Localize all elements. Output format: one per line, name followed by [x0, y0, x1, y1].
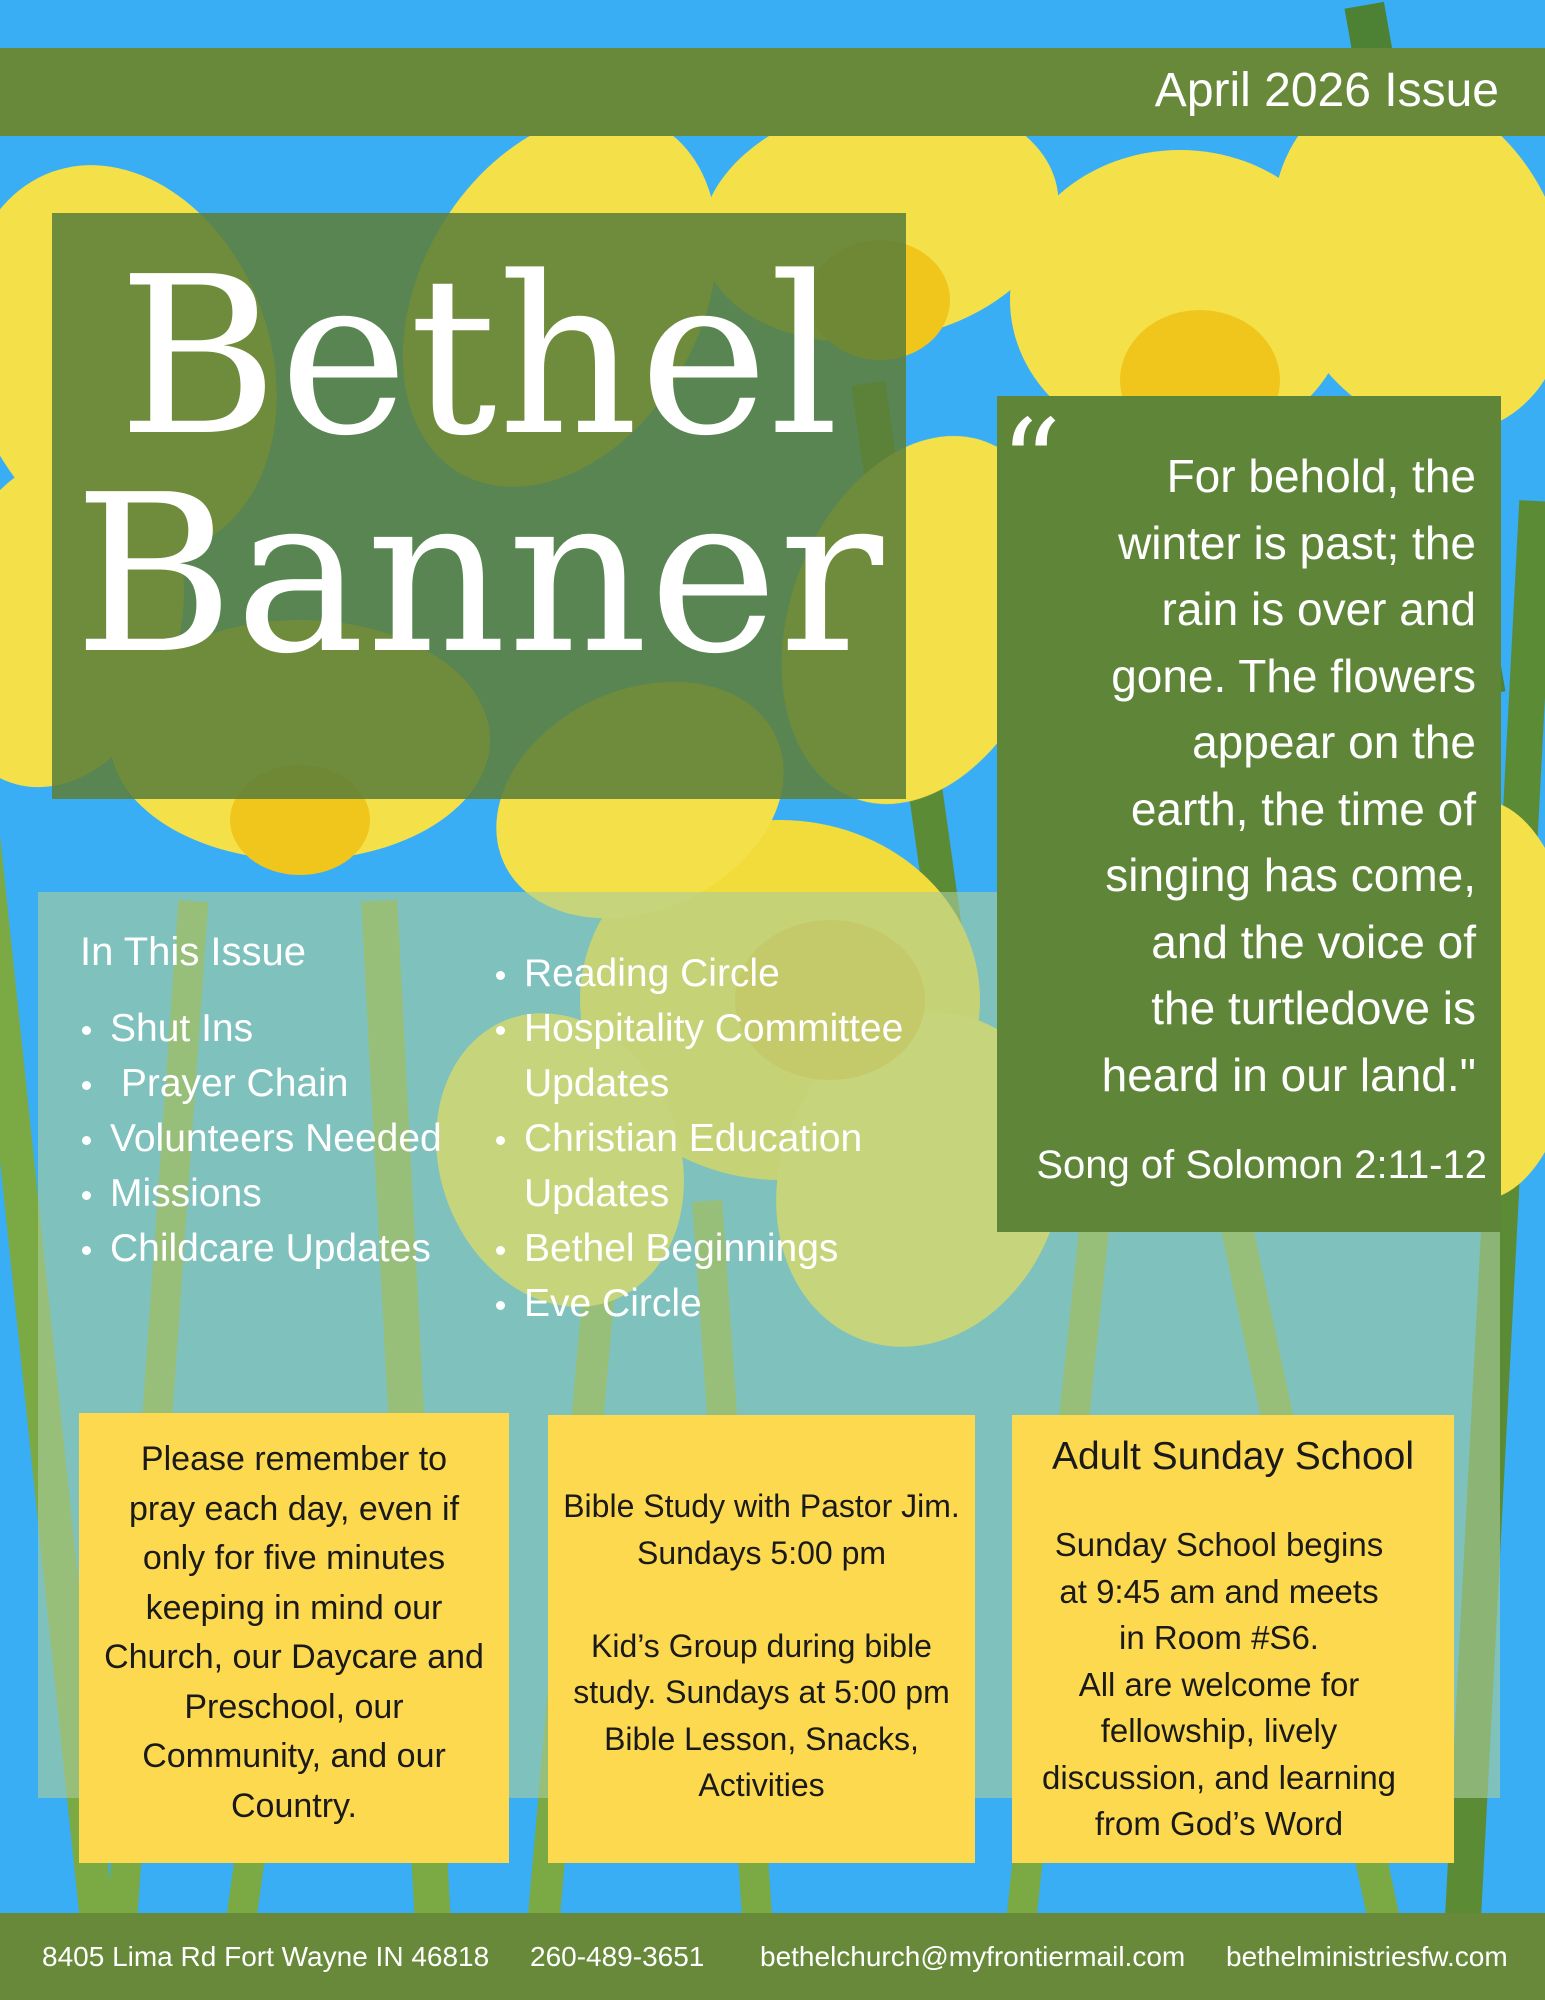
footer-website-link[interactable]: bethelministriesfw.com — [1226, 1941, 1508, 1972]
bible-study-text: Bible Study with Pastor Jim. Sundays 5:00 pm Kid’s Group during bible study. Sundays at 5:00 pm Bible Lesson, Snacks, Activities — [563, 1488, 960, 1803]
masthead-title-line-1: Bethel — [118, 231, 840, 484]
contents-list-left — [80, 1001, 460, 1276]
scripture-citation: Song of Solomon 2:11-12 — [1036, 1143, 1487, 1187]
issue-date: April 2026 Issue — [1154, 64, 1499, 117]
contents-item: Missions — [80, 1166, 460, 1221]
masthead-title-line-2: Banner — [73, 449, 885, 702]
contents-list-right — [494, 946, 964, 1331]
open-quote-icon: “ — [1000, 395, 1062, 534]
issue-bar — [0, 48, 1545, 136]
footer-address: 8405 Lima Rd Fort Wayne IN 46818 — [42, 1941, 490, 1972]
bible-study-card — [548, 1415, 975, 1863]
sunday-school-text: Sunday School begins at 9:45 am and meets in Room #S6. All are welcome for fellowship, lively discussion, and learning from God’s Word — [1041, 1526, 1397, 1842]
contents-heading: In This Issue — [80, 930, 307, 974]
sunday-school-title: Adult Sunday School — [1051, 1435, 1415, 1478]
sunday-school-card — [1012, 1415, 1454, 1863]
contents-item: Childcare Updates — [80, 1221, 460, 1276]
contents-item: Prayer Chain — [80, 1056, 460, 1111]
contact-footer — [0, 1913, 1545, 2000]
contents-item: Bethel Beginnings — [494, 1221, 964, 1276]
scripture-quote-text: For behold, the winter is past; the rain is over and gone. The flowers appear on the earth, the time of singing has come, and the voice of the turtledove is heard in our land." — [1101, 450, 1476, 1101]
contents-item: Eve Circle — [494, 1276, 964, 1331]
footer-email-link[interactable]: bethelchurch@myfrontiermail.com — [760, 1941, 1186, 1972]
contents-item: Shut Ins — [80, 1001, 460, 1056]
contents-item: Hospitality Committee Updates — [494, 1001, 964, 1111]
prayer-reminder-card — [79, 1413, 509, 1863]
prayer-reminder-text: Please remember to pray each day, even if only for five minutes keeping in mind our Church, our Daycare and Preschool, our Community, and our Country. — [104, 1440, 484, 1825]
masthead — [52, 213, 906, 799]
contents-item: Reading Circle — [494, 946, 964, 1001]
contents-item: Christian Education Updates — [494, 1111, 964, 1221]
footer-phone[interactable]: 260-489-3651 — [530, 1941, 705, 1972]
contents-item: Volunteers Needed — [80, 1111, 460, 1166]
